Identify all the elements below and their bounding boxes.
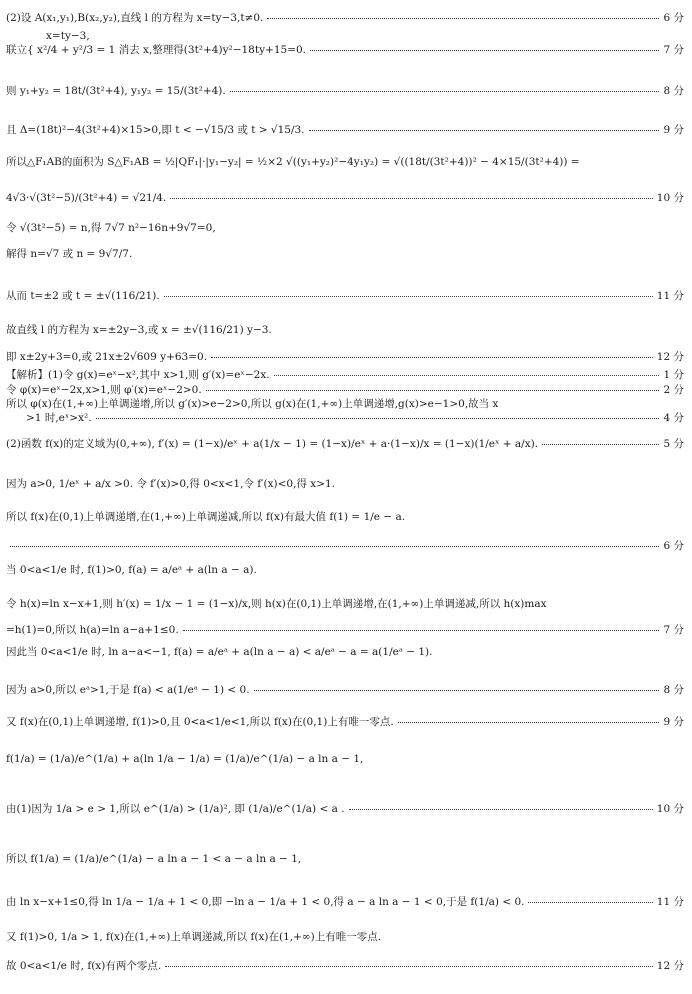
solution-line	[6, 290, 684, 303]
score-label: 11 分	[656, 896, 684, 908]
solution-line	[6, 44, 684, 57]
score-label: 11 分	[656, 290, 684, 302]
solution-line	[6, 960, 684, 973]
solution-line	[6, 896, 684, 909]
score-label: 10 分	[656, 192, 684, 204]
dotted-leader	[309, 130, 660, 131]
score-label: 5 分	[663, 438, 684, 450]
line-text: 因此当 0<a<1/e 时, ln a−a<−1, f(a) = a/eᵃ + a(ln a − a) < a/eᵃ − a = a(1/eᵃ − 1).	[6, 646, 433, 658]
solution-line	[6, 624, 684, 637]
line-text: 由 ln x−x+1≤0,得 ln 1/a − 1/a + 1 < 0,即 −ln a − 1/a + 1 < 0,得 a − a ln a − 1 < 0,于是 f(1/a) < 0.	[6, 896, 525, 908]
score-label: 6 分	[663, 12, 684, 24]
line-text: f(1/a) = (1/a)/e^(1/a) + a(ln 1/a − 1/a) = (1/a)/e^(1/a) − a ln a − 1,	[6, 753, 364, 765]
line-text: 因为 a>0,所以 eᵃ>1,于是 f(a) < a(1/eᵃ − 1) < 0.	[6, 684, 250, 696]
solution-line	[6, 324, 684, 337]
solution-line	[6, 384, 684, 397]
dotted-leader	[274, 375, 660, 376]
score-label: 4 分	[663, 412, 684, 424]
solution-line	[6, 248, 684, 261]
score-label: 7 分	[663, 624, 684, 636]
solution-line	[6, 598, 684, 611]
dotted-leader	[230, 91, 660, 92]
solution-line	[6, 124, 684, 137]
line-text: 故 0<a<1/e 时, f(x)有两个零点.	[6, 960, 162, 972]
line-text: (2)函数 f(x)的定义域为(0,+∞), f′(x) = (1−x)/eˣ + a(1/x − 1) = (1−x)/eˣ + a·(1−x)/x = (1−x)(1/eˣ + a/x).	[6, 438, 539, 450]
score-label: 12 分	[656, 351, 684, 363]
solution-line	[6, 511, 684, 524]
line-text: 4√3·√(3t²−5)/(3t²+4) = √21/4.	[6, 192, 167, 204]
solution-line	[6, 540, 684, 553]
line-text: 则 y₁+y₂ = 18t/(3t²+4), y₁y₂ = 15/(3t²+4).	[6, 85, 226, 97]
solution-line	[6, 222, 684, 235]
score-label: 6 分	[663, 540, 684, 552]
solution-line	[6, 646, 684, 659]
line-text: 又 f(1)>0, 1/a > 1, f(x)在(1,+∞)上单调递减,所以 f(x)在(1,+∞)上有唯一零点.	[6, 931, 382, 943]
line-text: (2)设 A(x₁,y₁),B(x₂,y₂),直线 l 的方程为 x=ty−3,t≠0.	[6, 12, 264, 24]
dotted-leader	[206, 390, 660, 391]
line-text: 【解析】(1)令 g(x)=eˣ−x²,其中 x>1,则 g′(x)=eˣ−2x.	[6, 369, 270, 381]
line-text: 所以 f(1/a) = (1/a)/e^(1/a) − a ln a − 1 < a − a ln a − 1,	[6, 853, 302, 865]
line-text: 联立{ x²/4 + y²/3 = 1 消去 x,整理得(3t²+4)y²−18ty+15=0.	[6, 44, 306, 56]
solution-line	[26, 412, 684, 425]
dotted-leader	[165, 966, 653, 967]
solution-line	[6, 12, 684, 25]
score-label: 7 分	[663, 44, 684, 56]
solution-line	[6, 85, 684, 98]
score-label: 10 分	[656, 803, 684, 815]
dotted-leader	[542, 444, 659, 445]
line-text: 且 Δ=(18t)²−4(3t²+4)×15>0,即 t < −√15/3 或 t > √15/3.	[6, 124, 305, 136]
line-text: 当 0<a<1/e 时, f(1)>0, f(a) = a/eᵃ + a(ln a − a).	[6, 564, 257, 576]
dotted-leader	[170, 198, 653, 199]
line-text: 因为 a>0, 1/eˣ + a/x >0. 令 f′(x)>0,得 0<x<1,令 f′(x)<0,得 x>1.	[6, 478, 336, 490]
dotted-leader	[310, 50, 659, 51]
score-label: 1 分	[663, 369, 684, 381]
solution-line	[6, 398, 684, 411]
solution-line	[6, 931, 684, 944]
solution-line	[6, 438, 684, 451]
dotted-leader	[398, 722, 660, 723]
score-label: 2 分	[663, 384, 684, 396]
line-text: =h(1)=0,所以 h(a)=ln a−a+1≤0.	[6, 624, 179, 636]
line-text: 所以△F₁AB的面积为 S△F₁AB = ½|QF₁|·|y₁−y₂| = ½×2 √((y₁+y₂)²−4y₁y₂) = √((18t/(3t²+4))² − 4×15/(3t²+4)) =	[6, 156, 580, 168]
score-label: 8 分	[663, 684, 684, 696]
dotted-leader	[211, 357, 653, 358]
dotted-leader	[267, 18, 659, 19]
solution-line	[6, 684, 684, 697]
line-text: 令 h(x)=ln x−x+1,则 h′(x) = 1/x − 1 = (1−x)/x,则 h(x)在(0,1)上单调递增,在(1,+∞)上单调递减,所以 h(x)max	[6, 598, 547, 610]
dotted-leader	[528, 902, 652, 903]
solution-line	[6, 351, 684, 364]
line-text: 由(1)因为 1/a > e > 1,所以 e^(1/a) > (1/a)², 即 (1/a)/e^(1/a) < a .	[6, 803, 345, 815]
line-text: 所以 f(x)在(0,1)上单调递增,在(1,+∞)上单调递减,所以 f(x)有最大值 f(1) = 1/e − a.	[6, 511, 406, 523]
line-text: x=ty−3,	[46, 30, 90, 42]
score-label: 12 分	[656, 960, 684, 972]
solution-line	[6, 369, 684, 382]
line-text: >1 时,eˣ>x².	[26, 412, 92, 424]
solution-line	[6, 753, 684, 766]
dotted-leader	[96, 418, 660, 419]
score-label: 9 分	[663, 716, 684, 728]
solution-line	[6, 716, 684, 729]
score-label: 8 分	[663, 85, 684, 97]
line-text: 从而 t=±2 或 t = ±√(116/21).	[6, 290, 160, 302]
solution-line	[6, 478, 684, 491]
solution-line	[6, 156, 684, 169]
solution-line	[6, 564, 684, 577]
solution-line	[6, 853, 684, 866]
line-text: 解得 n=√7 或 n = 9√7/7.	[6, 248, 133, 260]
line-text: 故直线 l 的方程为 x=±2y−3,或 x = ±√(116/21) y−3.	[6, 324, 272, 336]
dotted-leader	[10, 546, 659, 547]
dotted-leader	[349, 809, 653, 810]
line-text: 令 √(3t²−5) = n,得 7√7 n²−16n+9√7=0,	[6, 222, 216, 234]
dotted-leader	[164, 296, 653, 297]
solution-line	[6, 192, 684, 205]
line-text: 所以 φ(x)在(1,+∞)上单调递增,所以 g′(x)>e−2>0,所以 g(x)在(1,+∞)上单调递增,g(x)>e−1>0,故当 x	[6, 398, 499, 410]
dotted-leader	[183, 630, 660, 631]
line-text: 令 φ(x)=eˣ−2x,x>1,则 φ′(x)=eˣ−2>0.	[6, 384, 202, 396]
score-label: 9 分	[663, 124, 684, 136]
dotted-leader	[254, 690, 660, 691]
line-text: 又 f(x)在(0,1)上单调递增, f(1)>0,且 0<a<1/e<1,所以 f(x)在(0,1)上有唯一零点.	[6, 716, 394, 728]
solution-line	[6, 803, 684, 816]
line-text: 即 x±2y+3=0,或 21x±2√609 y+63=0.	[6, 351, 208, 363]
solution-line	[46, 30, 684, 43]
